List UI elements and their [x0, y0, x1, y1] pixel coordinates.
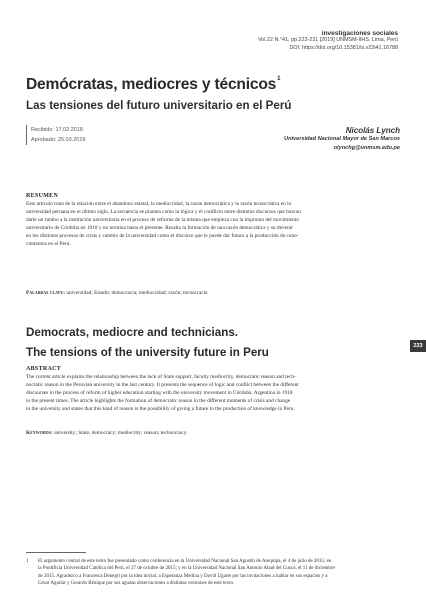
abstract-line: discourses in the process of reform of higher education starting with the university movement in Córdoba, Argentina in 1918: [26, 389, 293, 396]
footnote-line: de 2015. Agradezco a Francesca Denegri por la idea inicial, a Esperanza Medina y David Ugarte por las invitaciones a hablar en sus espacios y a: [38, 573, 328, 579]
palabras-clave-label: Palabras clave:: [26, 290, 65, 296]
abstract-line: The current article explains the relationship between the lack of State support, faculty mediocrity, democratic reason and tech-: [26, 374, 296, 380]
abstract-body: [26, 374, 400, 414]
article-title: [26, 76, 280, 94]
author-affiliation: Universidad Nacional Mayor de San Marcos: [284, 136, 400, 142]
author-name: Nicolás Lynch: [345, 126, 400, 135]
resumen-line: darle un rumbo a la institución universitaria en el proceso de reforma de la misma que empieza con la impronta del movimiento: [26, 216, 299, 223]
resumen-line: universidad peruana en el último siglo. La secuencia se plantea como la lógica y el conflicto entre distintos discursos que buscan: [26, 208, 301, 215]
abstract-line: in the university and states that this kind of reason is the possibility of giving a future to the production of knowledge in Peru.: [26, 405, 295, 412]
resumen-line: universitario de Córdoba en 1918 y no termina hasta el presente. Resalta la formación de una razón democrática y su devenir: [26, 224, 293, 231]
footnote-text: [38, 558, 400, 588]
footnote-line: la Pontificia Universidad Católica del Perú, el 27 de octubre de 2015; y en la Universidad Nacional San Antonio Abad del Cusco, el 11 de diciembre: [38, 566, 335, 572]
author-block: [284, 126, 400, 152]
received-date: Recibido: 17.02.2018: [31, 127, 83, 133]
footnote-line: César Aguilar y Gerardo Rénique por sus agudas observaciones a distintas versiones de este texto.: [38, 581, 235, 587]
english-title: [26, 323, 269, 363]
resumen-heading: RESUMEN: [26, 193, 59, 199]
palabras-clave: [26, 290, 207, 296]
resumen-body: [26, 201, 400, 248]
keywords: [26, 430, 187, 436]
palabras-clave-values: universidad; Estado; democracia; mediocridad; razón; tecnocracia: [66, 290, 208, 296]
resumen-line: en los distintos procesos de crisis y cambio de la universidad como el discurso que le puede dar futuro a la producción de cono-: [26, 232, 299, 239]
approved-date: Aprobado: 25.03.2019: [31, 137, 86, 143]
keywords-label: Keywords:: [26, 430, 53, 436]
article-subtitle: Las tensiones del futuro universitario en el Perú: [26, 99, 292, 112]
resumen-line: cimientos en el Perú.: [26, 240, 71, 247]
keywords-values: university; State; democracy; mediocrity; reason; technocracy.: [53, 430, 188, 436]
abstract-heading: ABSTRACT: [26, 366, 62, 372]
abstract-line: to the present times. The article highlights the formation of democratic reason in the different moments of crisis and change: [26, 397, 291, 404]
author-email[interactable]: nlynchg@unmsm.edu.pe: [333, 144, 400, 151]
title-footnote-mark[interactable]: 1: [277, 76, 281, 82]
journal-name: investigaciones sociales: [321, 30, 398, 37]
footnote: [26, 558, 400, 588]
journal-volume: Vol.22 N.°41, pp.223-231 [2019] UNMSM-IIHS. Lima, Perú: [258, 37, 398, 43]
english-title-line: Democrats, mediocre and technicians.: [26, 326, 238, 339]
article-title-text: Demócratas, mediocres y técnicos: [26, 76, 277, 93]
footnote-divider: [26, 552, 86, 553]
page-number: 223: [410, 340, 426, 352]
article-dates: [26, 125, 85, 145]
journal-header: [258, 30, 398, 52]
footnote-line: El argumento central de este texto fue presentado como conferencia en la Universidad Nacional San Agustín de Arequipa, el 4 de julio de 2015; en: [38, 559, 332, 564]
footnote-number: 1: [26, 559, 29, 564]
abstract-line: nocratic reason in the Peruvian university in the last century. It presents the sequence of logic and conflict between the different: [26, 381, 299, 388]
resumen-line: Este artículo trata de la relación entre el abandono estatal, la mediocridad, la razón democrática y la razón tecnocrática en la: [26, 201, 291, 207]
journal-doi-link[interactable]: DOI: https://doi.org/10.15381/is.v22i41.16788: [289, 44, 398, 51]
english-title-line: The tensions of the university future in Peru: [26, 346, 269, 359]
